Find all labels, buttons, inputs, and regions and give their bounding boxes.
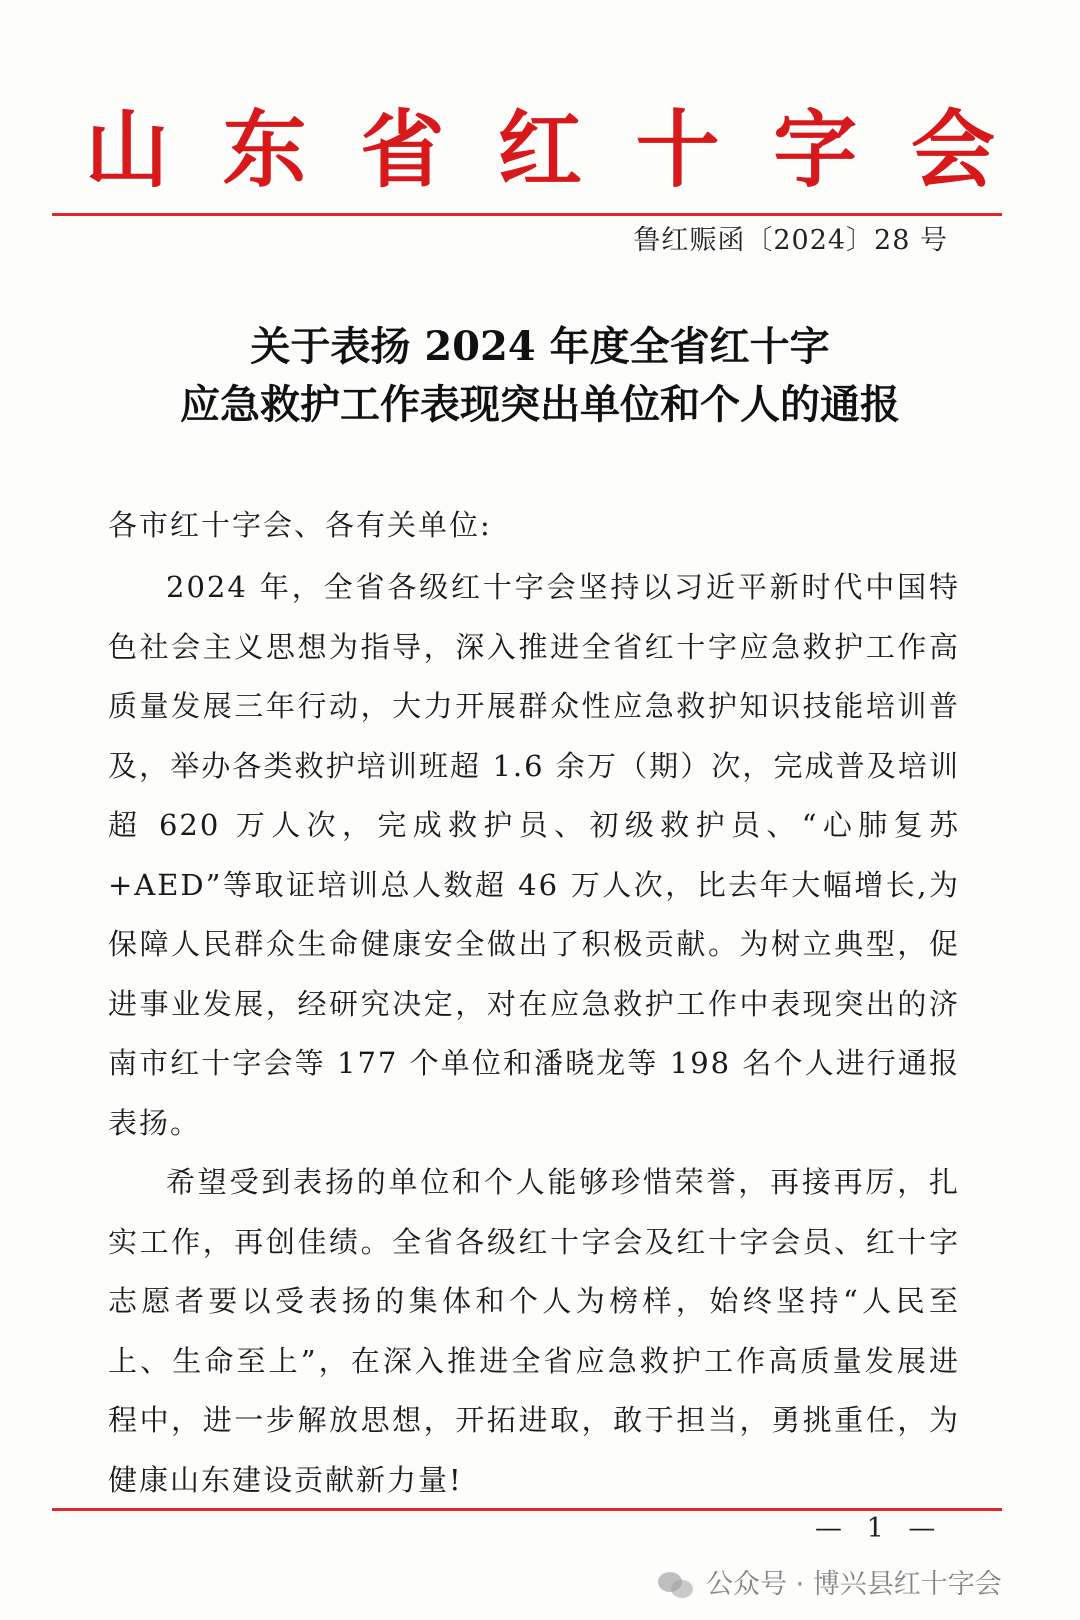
title-line-2: 应急救护工作表现突出单位和个人的通报 <box>180 381 900 428</box>
footer-divider <box>52 1508 1002 1511</box>
org-char: 山 <box>85 100 170 199</box>
page-number: — 1 — <box>815 1513 944 1544</box>
watermark <box>658 1568 1002 1602</box>
watermark-text: 公众号 · 博兴县红十字会 <box>706 1569 1002 1600</box>
org-char: 省 <box>360 100 445 199</box>
header-divider <box>52 213 1002 216</box>
org-char: 东 <box>222 100 307 199</box>
paragraph: 2024 年，全省各级红十字会坚持以习近平新时代中国特色社会主义思想为指导，深入推进全省红十字应急救护工作高质量发展三年行动，大力开展群众性应急救护知识技能培训普及，举办各类救护培训班超 1.6 余万（期）次，完成普及培训超 620 万人次，完成救护员、初级救护员、“心肺复苏+AED”等取证培训总人数超 46 万人次，比去年大幅增长,为保障人民群众生命健康安全做出了积极贡献。为树立典型，促进事业发展，经研究决定，对在应急救护工作中表现突出的济南市红十字会等 177 个单位和潘晓龙等 198 名个人进行通报表扬。 <box>108 570 960 1140</box>
body-text <box>108 558 960 1510</box>
org-char: 红 <box>497 100 582 199</box>
paragraph: 希望受到表扬的单位和个人能够珍惜荣誉，再接再厉，扎实工作，再创佳绩。全省各级红十字会及红十字会员、红十字志愿者要以受表扬的集体和个人为榜样，始终坚持“人民至上、生命至上”，在深入推进全省应急救护工作高质量发展进程中，进一步解放思想，开拓进取，敢于担当，勇挑重任，为健康山东建设贡献新力量! <box>108 1165 960 1497</box>
document-title <box>0 318 1080 434</box>
org-char: 会 <box>910 100 995 199</box>
document-number: 鲁红赈函〔2024〕28 号 <box>633 225 948 256</box>
org-char: 十 <box>635 100 720 199</box>
salutation: 各市红十字会、各有关单位: <box>108 508 492 542</box>
title-line-1: 关于表扬 2024 年度全省红十字 <box>250 323 830 370</box>
wechat-icon <box>658 1570 696 1600</box>
organization-header <box>40 100 1040 199</box>
org-char: 字 <box>773 100 858 199</box>
